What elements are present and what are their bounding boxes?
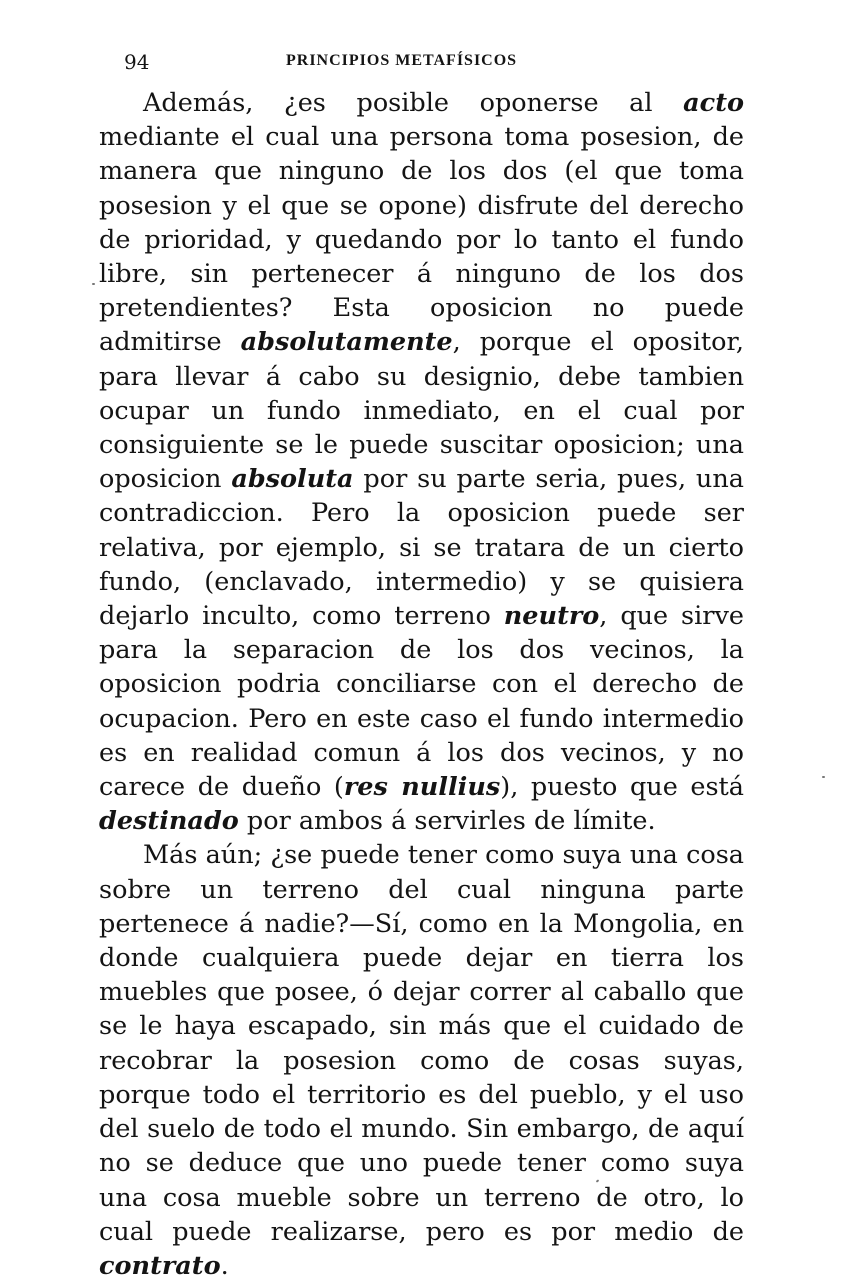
page-header: [124, 50, 744, 76]
paragraph-2: [99, 838, 744, 1283]
text-segment: , que sirve para la separacion de los dos vecinos, la oposicion podria conciliarse con el derecho de ocupacion. Pero en este caso el fundo intermedio es en realidad comun á los dos vecinos, y no carece de dueño (: [99, 601, 744, 803]
paper-speck: [92, 283, 95, 285]
italic-segment: absolutamente: [240, 327, 453, 358]
text-segment: mediante el cual una persona toma posesion, de manera que ninguno de los dos (el que toma posesion y el que se opone) disfrute del derecho de prioridad, y quedando por lo tanto el fundo libre, sin pertenecer á ninguno de los dos pretendientes? Esta oposicion no puede admitirse: [99, 122, 744, 358]
italic-segment: destinado: [99, 806, 239, 837]
text-segment: Más aún; ¿se puede tener como suya una cosa sobre un terreno del cual ninguna parte pertenece á nadie?—Sí, como en la Mongolia, en donde cualquiera puede dejar en tierra los muebles que posee, ó dejar correr al caballo que se le haya escapado, sin más que el cuidado de recobrar la posesion como de cosas suyas, porque todo el territorio es del pueblo, y el uso del suelo de todo el mundo. Sin embargo, de aquí no se deduce que uno puede tener como suya una cosa mueble sobre un terreno de otro, lo cual puede realizarse, pero es por medio de: [99, 840, 744, 1247]
text-segment: ), puesto que está: [500, 772, 745, 803]
text-segment: , porque el opositor, para llevar á cabo su designio, debe tambien ocupar un fundo inmediato, en el cual por consiguiente se le puede suscitar oposicion; una oposicion: [99, 327, 744, 495]
body-text: [99, 86, 744, 1283]
text-segment: por su parte seria, pues, una contradiccion. Pero la oposicion puede ser relativa, por ejemplo, si se tratara de un cierto fundo, (enclavado, intermedio) y se quisiera dejarlo inculto, como terreno: [99, 464, 744, 632]
italic-segment: contrato: [99, 1250, 221, 1281]
italic-segment: acto: [683, 88, 744, 118]
text-segment: .: [220, 1250, 229, 1281]
italic-segment: absoluta: [231, 464, 354, 495]
text-segment: por ambos á servirles de límite.: [238, 806, 656, 837]
italic-segment: res nullius: [343, 772, 501, 803]
page-number: 94: [124, 50, 150, 74]
paragraph-1: [99, 86, 744, 838]
italic-segment: neutro: [503, 601, 600, 632]
text-segment: Además, ¿es posible oponerse al: [143, 88, 684, 118]
paper-speck: [822, 776, 825, 778]
running-head: PRINCIPIOS METAFÍSICOS: [286, 52, 518, 69]
